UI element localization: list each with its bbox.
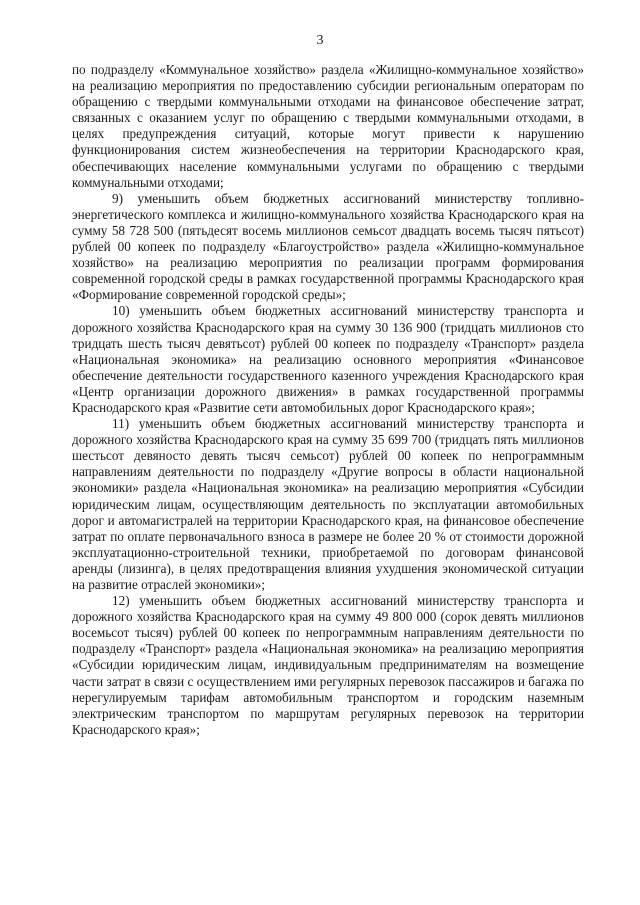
paragraph-item-11: 11) уменьшить объем бюджетных ассигнований министерству транспорта и дорожного хозяйства Краснодарского края на сумму 35 699 700 (тридцать пять миллионов шестьсот девяносто девять тысяч семьсот) рублей 00 копеек по непрограммным направлениям деятельности по подразделу «Другие вопросы в области национальной экономики» раздела «Национальная экономика» на реализацию мероприятия «Субсидии юридическим лицам, осуществляющим деятельность по эксплуатации автомобильных дорог и автомагистралей на территории Краснодарского края, на финансовое обеспечение затрат по оплате первоначального взноса в размере не более 20 % от стоимости дорожной эксплуатационно-строительной техники, приобретаемой по договорам финансовой аренды (лизинга), в целях предотвращения влияния ухудшения экономической ситуации на развитие отраслей экономики»; [72,416,584,592]
page-number: 3 [316,33,324,48]
paragraph-item-10: 10) уменьшить объем бюджетных ассигнований министерству транспорта и дорожного хозяйства Краснодарского края на сумму 30 136 900 (тридцать миллионов сто тридцать шесть тысяч девятьсот) рублей 00 копеек по подразделу «Транспорт» раздела «Национальная экономика» на реализацию основного мероприятия «Финансовое обеспечение деятельности государственного казенного учреждения Краснодарского края «Центр организации дорожного движения» в рамках государственной программы Краснодарского края «Развитие сети автомобильных дорог Краснодарского края»; [72,303,584,415]
document-body [72,62,584,738]
paragraph-item-12: 12) уменьшить объем бюджетных ассигнований министерству транспорта и дорожного хозяйства Краснодарского края на сумму 49 800 000 (сорок девять миллионов восемьсот тысяч) рублей 00 копеек по непрограммным направлениям деятельности по подразделу «Транспорт» раздела «Национальная экономика» на реализацию мероприятия «Субсидии юридическим лицам, индивидуальным предпринимателям на возмещение части затрат в связи с осуществлением ими регулярных перевозок пассажиров и багажа по нерегулируемым тарифам автомобильным транспортом и городским наземным электрическим транспортом по маршрутам регулярных перевозок на территории Краснодарского края»; [72,593,584,737]
paragraph-item-9: 9) уменьшить объем бюджетных ассигнований министерству топливно-энергетического комплекса и жилищно-коммунального хозяйства Краснодарского края на сумму 58 728 500 (пятьдесят восемь миллионов семьсот двадцать восемь тысяч пятьсот) рублей 00 копеек по подразделу «Благоустройство» раздела «Жилищно-коммунальное хозяйство» на реализацию мероприятия по реализации программ формирования современной городской среды в рамках государственной программы Краснодарского края «Формирование современной городской среды»; [72,190,584,303]
paragraph-continuation: по подразделу «Коммунальное хозяйство» раздела «Жилищно-коммунальное хозяйство» на реализацию мероприятия по предоставлению субсидии региональным операторам по обращению с твердыми коммунальными отходами на финансовое обеспечение затрат, связанных с оказанием услуг по обращению с твердыми коммунальными отходами, в целях предупреждения ситуаций, которые могут привести к нарушению функционирования систем жизнеобеспечения на территории Краснодарского края, обеспечивающих население коммунальными услугами по обращению с твердыми коммунальными отходами; [72,62,584,190]
